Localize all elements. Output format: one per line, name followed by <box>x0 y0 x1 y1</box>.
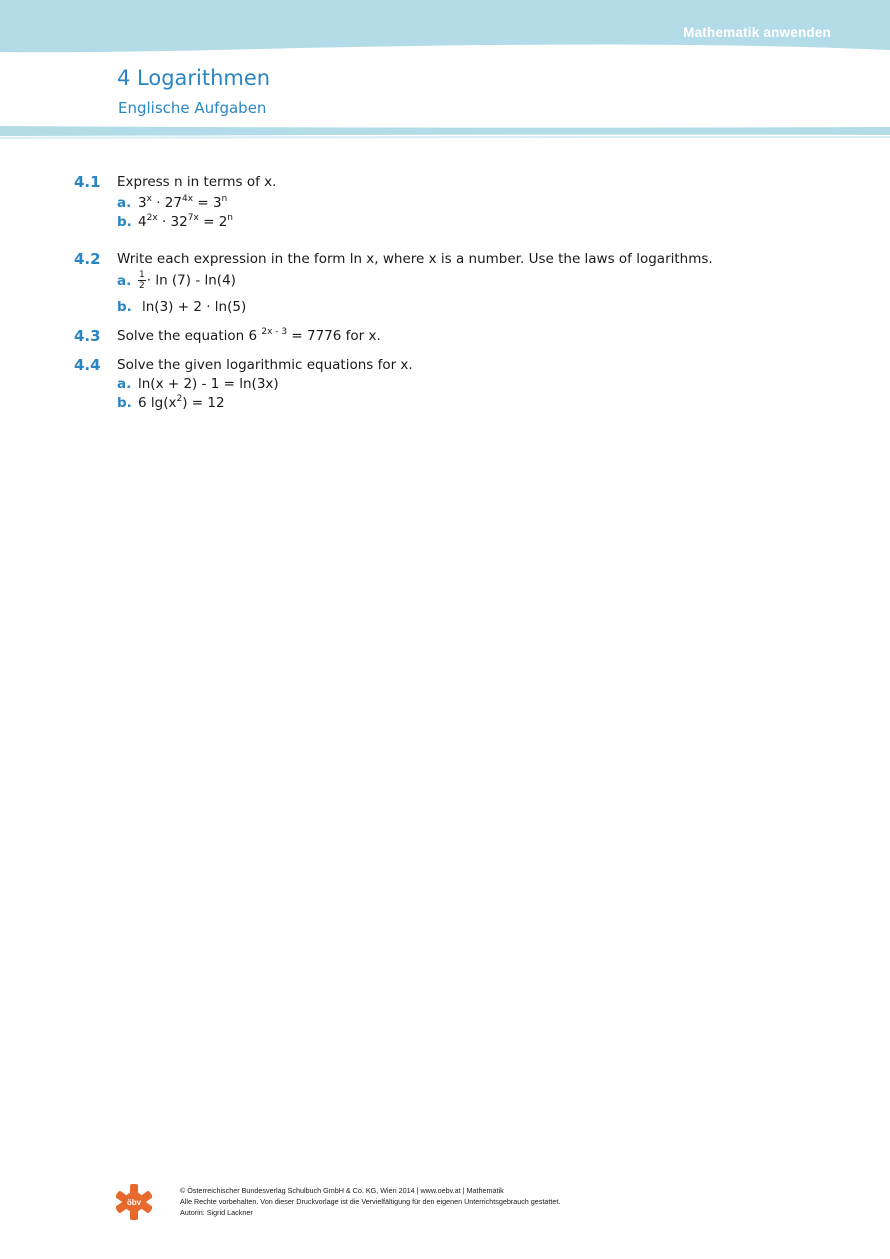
part-a <box>117 376 279 392</box>
math-expression: · ln (7) - ln(4) <box>146 272 236 289</box>
part-b <box>117 395 225 411</box>
exercise-prompt: Express n in terms of x. <box>117 174 277 190</box>
part-a <box>117 270 236 291</box>
math-term: 3 <box>212 195 222 211</box>
math-expression: ln(3) + 2 · ln(5) <box>142 299 247 315</box>
exercise-4-4 <box>74 356 854 416</box>
part-a <box>117 195 227 211</box>
math-operator: · <box>151 195 165 211</box>
exercise-number: 4.1 <box>74 173 101 191</box>
footer-copyright <box>180 1185 560 1218</box>
part-letter: a. <box>117 272 132 289</box>
exercise-prompt <box>117 328 381 344</box>
math-operator: = <box>193 195 213 211</box>
part-letter: a. <box>117 195 132 211</box>
part-b <box>117 299 246 315</box>
series-title: Mathematik anwenden <box>683 25 831 40</box>
footer-line: Autorin: Sigrid Lackner <box>180 1208 253 1217</box>
part-letter: b. <box>117 214 132 230</box>
fraction-denominator: 2 <box>139 281 145 291</box>
exercise-number: 4.4 <box>74 356 101 374</box>
exercise-prompt: Solve the given logarithmic equations for x. <box>117 357 413 373</box>
chapter-subtitle: Englische Aufgaben <box>118 99 267 117</box>
divider-band <box>0 125 890 141</box>
exponent: n <box>227 213 233 223</box>
math-term: 4 <box>138 214 147 230</box>
exercise-4-2 <box>74 250 854 318</box>
math-term: 2 <box>218 214 228 230</box>
exercise-number: 4.2 <box>74 250 101 268</box>
exercise-4-3 <box>74 327 854 349</box>
math-expression: ln(x + 2) - 1 = ln(3x) <box>138 376 279 392</box>
part-letter: b. <box>117 299 132 315</box>
math-operator: · <box>157 214 171 230</box>
prompt-text: Solve the equation 6 <box>117 328 262 344</box>
exponent: x <box>146 194 152 204</box>
exercise-number: 4.3 <box>74 327 101 345</box>
exponent: n <box>221 194 228 204</box>
exponent: 4x <box>181 194 194 204</box>
exponent: 2x - 3 <box>261 327 288 337</box>
fraction-numerator: 1 <box>139 270 145 280</box>
logo-text: öbv <box>126 1198 142 1207</box>
math-operator: = <box>198 214 219 230</box>
exponent: 7x <box>187 213 199 223</box>
math-term: 32 <box>170 214 188 230</box>
math-expression: 6 lg(x <box>138 395 177 411</box>
part-letter: a. <box>117 376 132 392</box>
prompt-text: = 7776 for x. <box>287 328 381 344</box>
math-expression: ) = 12 <box>182 395 225 411</box>
part-letter: b. <box>117 395 132 411</box>
footer-line: Alle Rechte vorbehalten. Von dieser Druckvorlage ist die Vervielfältigung für den eigenen Unterrichtsgebrauch gestattet. <box>180 1197 561 1206</box>
footer-line: © Österreichischer Bundesverlag Schulbuch GmbH & Co. KG, Wien 2014 | www.oebv.at | Mathematik <box>180 1186 504 1195</box>
publisher-logo <box>116 1183 152 1221</box>
exercise-prompt: Write each expression in the form ln x, where x is a number. Use the laws of logarithms. <box>117 251 713 267</box>
exponent: 2 <box>176 394 183 404</box>
math-term: 3 <box>138 195 147 211</box>
math-term: 27 <box>164 195 182 211</box>
fraction <box>138 270 146 291</box>
chapter-title: 4 Logarithmen <box>117 66 271 90</box>
exercise-4-1 <box>74 173 854 233</box>
part-b <box>117 214 233 230</box>
exponent: 2x <box>146 213 158 223</box>
